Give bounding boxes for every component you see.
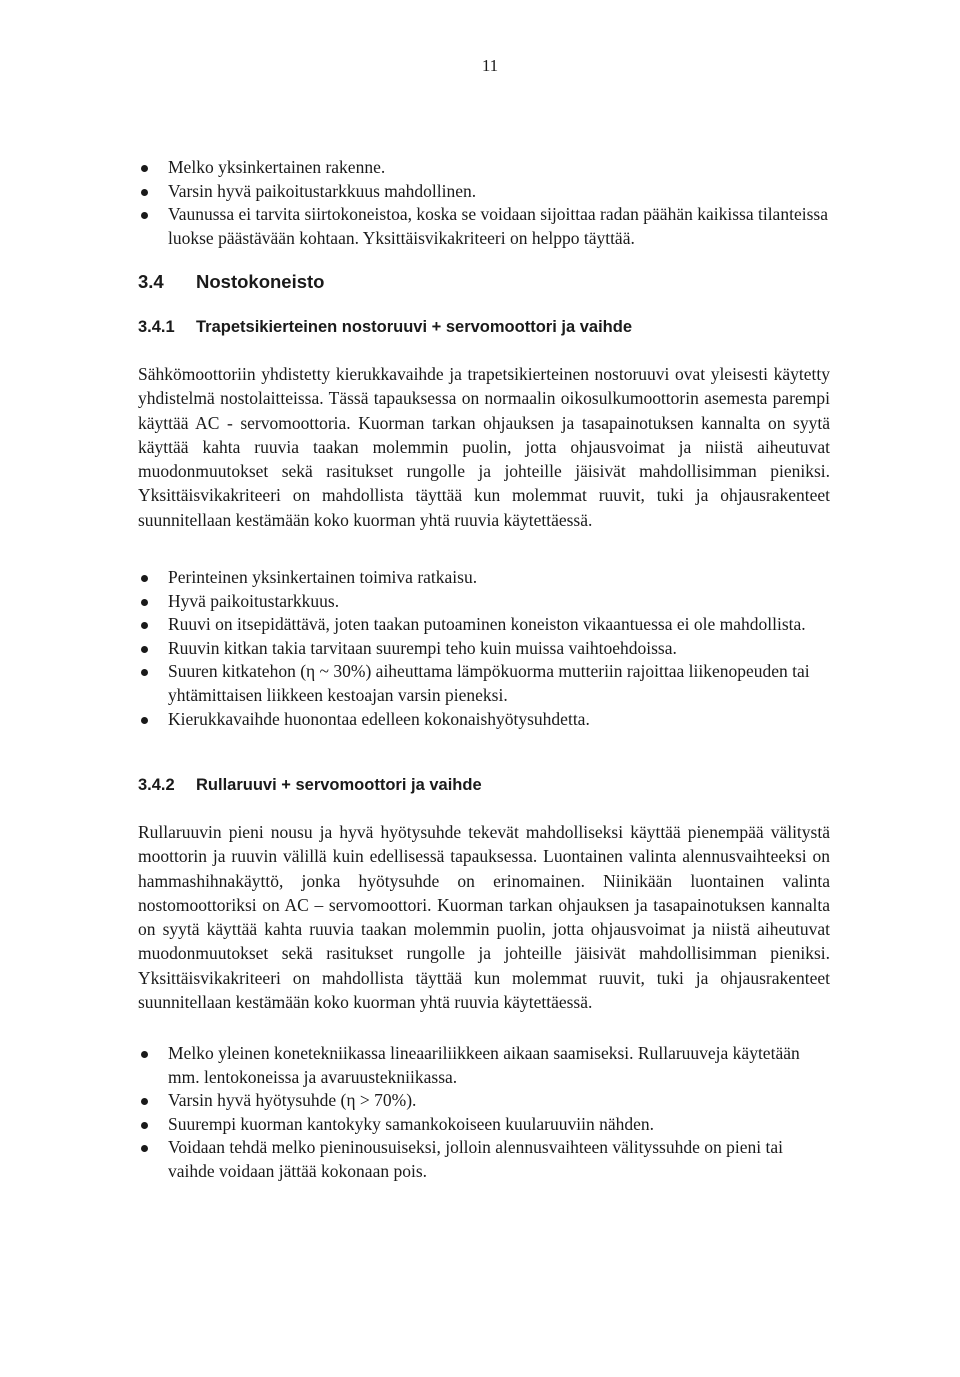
bullet-icon bbox=[141, 165, 148, 172]
list-item bbox=[138, 708, 830, 732]
bullet-icon bbox=[141, 622, 148, 629]
bullet-icon bbox=[141, 1145, 148, 1152]
list-item-text: Vaunussa ei tarvita siirtokoneistoa, koska se voidaan sijoittaa radan päähän kaikissa tilanteissa luokse päästävään kohtaan. Yksittäisvikakriteeri on helppo täyttää. bbox=[168, 204, 828, 248]
list-item bbox=[138, 203, 830, 250]
list-item-text: Melko yksinkertainen rakenne. bbox=[168, 157, 386, 177]
list-item-text: Voidaan tehdä melko pieninousuiseksi, jolloin alennusvaihteen välityssuhde on pieni tai vaihde voidaan jättää kokonaan pois. bbox=[168, 1137, 783, 1181]
list-item bbox=[138, 613, 830, 637]
list-item bbox=[138, 566, 830, 590]
list-item bbox=[138, 1089, 830, 1113]
bullet-icon bbox=[141, 1098, 148, 1105]
bullet-icon bbox=[141, 189, 148, 196]
list-item-text: Ruuvi on itsepidättävä, joten taakan putoaminen koneiston vikaantuessa ei ole mahdollista. bbox=[168, 614, 806, 635]
section-title: Rullaruuvi + servomoottori ja vaihde bbox=[196, 776, 482, 794]
intro-bullet-list bbox=[138, 156, 830, 250]
list-item-text: Hyvä paikoitustarkkuus. bbox=[168, 590, 340, 611]
section-3-4-1-bullet-list bbox=[138, 566, 830, 731]
section-number: 3.4 bbox=[138, 271, 164, 292]
list-item bbox=[138, 1136, 830, 1183]
section-3-4-1-paragraph: Sähkömoottoriin yhdistetty kierukkavaihde ja trapetsikierteinen nostoruuvi ovat yleisesti käytetty yhdistelmä nostolaitteissa. Tässä tapauksessa on normaalin oikosulkumoottorin asemesta parempi käyttää AC - servomoottoria. Kuorman tarkan ohjauksen ja tasapainotuksen kannalta on syytä käyttää kahta ruuvia taakan molemmin puolin, jotta ohjausvoimat ja niistä aiheutuvat muodonmuutokset sekä rasitukset rungolle ja johteille jäisivät mahdollisimman pieniksi. Yksittäisvikakriteeri on mahdollista täyttää kun molemmat ruuvit, tuki ja ohjausrakenteet suunnitellaan kestämään koko kuorman yhtä ruuvia käytettäessä. bbox=[138, 364, 830, 530]
bullet-icon bbox=[141, 1051, 148, 1058]
bullet-icon bbox=[141, 212, 148, 219]
section-number: 3.4.1 bbox=[138, 318, 175, 336]
section-title: Trapetsikierteinen nostoruuvi + servomoottori ja vaihde bbox=[196, 318, 632, 336]
section-number: 3.4.2 bbox=[138, 776, 175, 794]
bullet-icon bbox=[141, 1122, 148, 1129]
list-item-text: Perinteinen yksinkertainen toimiva ratkaisu. bbox=[168, 567, 478, 587]
bullet-icon bbox=[141, 575, 148, 582]
section-heading-3-4-1 bbox=[138, 318, 830, 337]
section-heading-3-4 bbox=[138, 271, 830, 293]
list-item bbox=[138, 590, 830, 614]
bullet-icon bbox=[141, 599, 148, 606]
section-3-4-2-bullet-list bbox=[138, 1042, 830, 1184]
list-item-text: Varsin hyvä hyötysuhde (η > 70%). bbox=[168, 1090, 417, 1111]
section-heading-3-4-2 bbox=[138, 776, 830, 795]
list-item bbox=[138, 180, 830, 204]
list-item-text: Varsin hyvä paikoitustarkkuus mahdollinen. bbox=[168, 180, 477, 201]
list-item-text: Ruuvin kitkan takia tarvitaan suurempi teho kuin muissa vaihtoehdoissa. bbox=[168, 637, 677, 658]
list-item bbox=[138, 1113, 830, 1137]
bullet-icon bbox=[141, 646, 148, 653]
list-item-text: Melko yleinen konetekniikassa lineaariliikkeen aikaan saamiseksi. Rullaruuveja käytetään mm. lentokoneissa ja avaruustekniikassa. bbox=[168, 1043, 800, 1087]
bullet-icon bbox=[141, 717, 148, 724]
list-item-text: Suuren kitkatehon (η ~ 30%) aiheuttama lämpökuorma mutteriin rajoittaa liikenopeuden tai yhtämittaisen liikkeen kestoajan varsin pieneksi. bbox=[168, 661, 810, 705]
list-item-text: Kierukkavaihde huonontaa edelleen kokonaishyötysuhdetta. bbox=[168, 708, 590, 729]
list-item-text: Suurempi kuorman kantokyky samankokoiseen kuularuuviin nähden. bbox=[168, 1113, 655, 1134]
list-item bbox=[138, 156, 830, 180]
section-3-4-2-paragraph: Rullaruuvin pieni nousu ja hyvä hyötysuhde tekevät mahdolliseksi käyttää pienempää välitystä moottorin ja ruuvin välillä kuin edellisessä tapauksessa. Luontainen valinta alennusvaihteeksi on hammashihnakäyttö, jonka hyötysuhde on erinomainen. Niinikään luontainen valinta nostomoottoriksi on AC – servomoottori. Kuorman tarkan ohjauksen ja tasapainotuksen kannalta on syytä käyttää kahta ruuvia taakan molemmin puolin, jotta ohjausvoimat ja niistä aiheutuvat muodonmuutokset sekä rasitukset rungolle ja johteille jäisivät mahdollisimman pieniksi. Yksittäisvikakriteeri on mahdollista täyttää kun molemmat ruuvit, tuki ja ohjausrakenteet suunnitellaan kestämään koko kuorman yhtä ruuvia käytettäessä. bbox=[138, 822, 830, 1013]
section-title: Nostokoneisto bbox=[196, 271, 325, 292]
list-item bbox=[138, 660, 830, 707]
list-item bbox=[138, 637, 830, 661]
list-item bbox=[138, 1042, 830, 1089]
page-number: 11 bbox=[481, 56, 499, 75]
bullet-icon bbox=[141, 669, 148, 676]
